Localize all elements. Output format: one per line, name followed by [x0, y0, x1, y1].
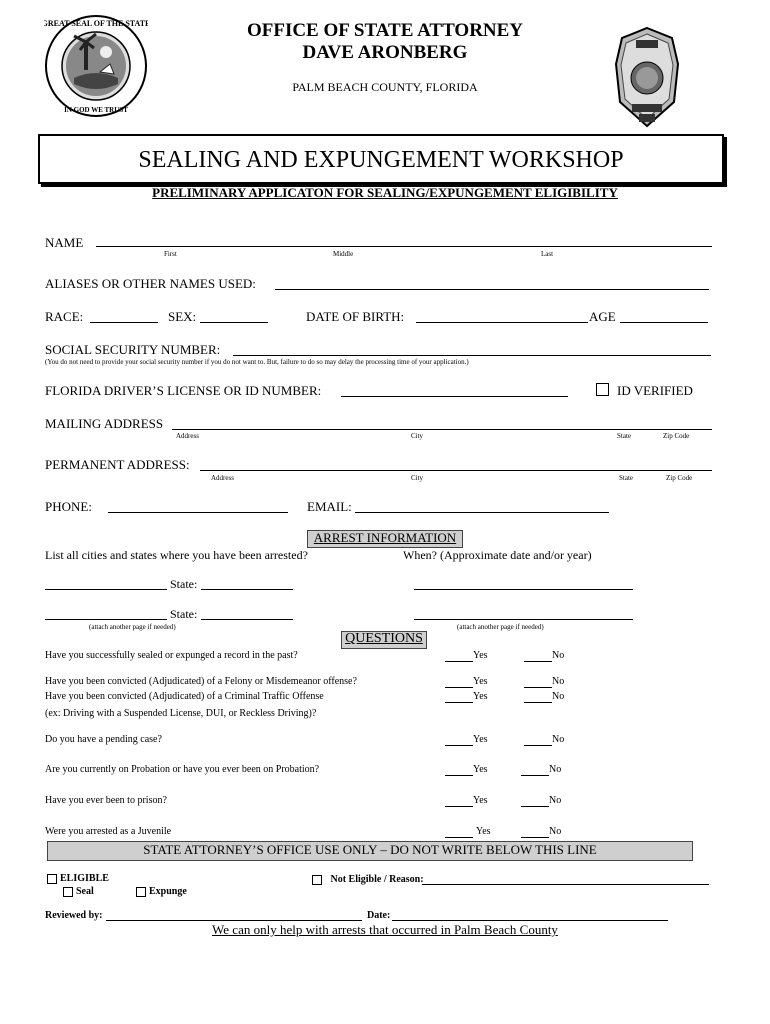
question-6: Have you ever been to prison?	[45, 795, 167, 806]
arrest-state-label-2: State:	[170, 607, 198, 621]
id-verified-label: ID VERIFIED	[617, 383, 693, 398]
mailing-zip-caption: Zip Code	[663, 432, 690, 440]
svg-text:IN GOD WE TRUST: IN GOD WE TRUST	[64, 106, 128, 114]
arrest-heading: ARREST INFORMATION	[313, 530, 457, 545]
question-4: Do you have a pending case?	[45, 734, 162, 745]
permanent-zip-caption: Zip Code	[666, 474, 693, 482]
seal-checkbox[interactable]	[63, 887, 73, 897]
reviewed-by-label: Reviewed by:	[45, 910, 103, 921]
q2-no-blank[interactable]	[524, 687, 552, 688]
q2-yes-label: Yes	[473, 676, 488, 687]
attorney-name: DAVE ARONBERG	[302, 42, 468, 63]
not-eligible-checkbox[interactable]	[312, 875, 322, 885]
ssn-field[interactable]	[233, 355, 711, 356]
question-2: Have you been convicted (Adjudicated) of a Felony or Misdemeanor offense?	[45, 676, 357, 687]
phone-field[interactable]	[108, 512, 288, 513]
q3-no-label: No	[552, 691, 565, 702]
arrest-when-prompt: When? (Approximate date and/or year)	[403, 548, 592, 562]
q3-no-blank[interactable]	[524, 702, 552, 703]
q5-no-label: No	[549, 764, 562, 775]
phone-label: PHONE:	[45, 499, 92, 514]
state-attorney-badge	[612, 26, 682, 130]
expunge-label: Expunge	[149, 886, 187, 897]
arrest-city-field-2[interactable]	[45, 619, 167, 620]
q1-no-label: No	[552, 650, 565, 661]
q5-yes-label: Yes	[473, 764, 488, 775]
not-eligible-reason-field[interactable]	[422, 884, 709, 885]
q6-no-label: No	[549, 795, 562, 806]
q7-yes-blank[interactable]	[445, 837, 473, 838]
middle-caption: Middle	[333, 250, 354, 258]
question-3-example: (ex: Driving with a Suspended License, DUI, or Reckless Driving)?	[45, 708, 317, 719]
date-label: Date:	[367, 910, 391, 921]
name-field[interactable]	[96, 246, 712, 247]
office-title: OFFICE OF STATE ATTORNEY	[246, 20, 524, 41]
county-line: PALM BEACH COUNTY, FLORIDA	[292, 80, 478, 94]
aliases-field[interactable]	[275, 289, 709, 290]
svg-text:GREAT SEAL OF THE STATE: GREAT SEAL OF THE STATE	[44, 19, 148, 28]
q2-yes-blank[interactable]	[445, 687, 473, 688]
not-eligible-option[interactable]	[312, 874, 424, 885]
expunge-option[interactable]	[136, 886, 187, 897]
arrest-state-field-2[interactable]	[201, 619, 293, 620]
permanent-field[interactable]	[200, 470, 712, 471]
q3-yes-blank[interactable]	[445, 702, 473, 703]
seal-option[interactable]	[63, 886, 94, 897]
not-eligible-label: Not Eligible / Reason:	[330, 874, 424, 885]
arrest-when-field-2[interactable]	[414, 619, 633, 620]
q1-no-blank[interactable]	[524, 661, 552, 662]
q7-no-blank[interactable]	[521, 837, 549, 838]
sex-field[interactable]	[200, 322, 268, 323]
permanent-label: PERMANENT ADDRESS:	[45, 457, 190, 472]
q3-yes-label: Yes	[473, 691, 488, 702]
permanent-city-caption: City	[411, 474, 424, 482]
q7-yes-label: Yes	[476, 826, 491, 837]
footer-note: We can only help with arrests that occurred in Palm Beach County	[212, 922, 558, 937]
last-caption: Last	[541, 250, 554, 258]
arrest-cities-prompt: List all cities and states where you have been arrested?	[45, 548, 308, 562]
race-field[interactable]	[90, 322, 158, 323]
arrest-state-field-1[interactable]	[201, 589, 293, 590]
ssn-label: SOCIAL SECURITY NUMBER:	[45, 342, 221, 357]
race-label: RACE:	[45, 309, 84, 324]
reviewed-by-field[interactable]	[106, 920, 362, 921]
q2-no-label: No	[552, 676, 565, 687]
mailing-state-caption: State	[617, 432, 631, 440]
question-1: Have you successfully sealed or expunged a record in the past?	[45, 650, 298, 661]
q1-yes-blank[interactable]	[445, 661, 473, 662]
q6-yes-label: Yes	[473, 795, 488, 806]
q6-no-blank[interactable]	[521, 806, 549, 807]
question-3: Have you been convicted (Adjudicated) of a Criminal Traffic Offense	[45, 691, 324, 702]
arrest-city-field-1[interactable]	[45, 589, 167, 590]
q5-no-blank[interactable]	[521, 775, 549, 776]
expunge-checkbox[interactable]	[136, 887, 146, 897]
eligible-label: ELIGIBLE	[60, 873, 109, 884]
date-field[interactable]	[392, 920, 668, 921]
q7-no-label: No	[549, 826, 562, 837]
workshop-title: SEALING AND EXPUNGEMENT WORKSHOP	[138, 147, 624, 173]
seal-label: Seal	[76, 886, 94, 897]
dl-label: FLORIDA DRIVER’S LICENSE OR ID NUMBER:	[45, 383, 322, 398]
application-subtitle: PRELIMINARY APPLICATON FOR SEALING/EXPUNGEMENT ELIGIBILITY	[152, 185, 618, 200]
mailing-field[interactable]	[172, 429, 712, 430]
question-5: Are you currently on Probation or have you ever been on Probation?	[45, 764, 320, 775]
arrest-attach-note-left: (attach another page if needed)	[89, 623, 176, 631]
workshop-title-box	[38, 134, 724, 184]
email-field[interactable]	[355, 512, 609, 513]
q1-yes-label: Yes	[473, 650, 488, 661]
dob-field[interactable]	[416, 322, 588, 323]
eligible-option[interactable]	[47, 873, 109, 884]
age-field[interactable]	[620, 322, 708, 323]
permanent-state-caption: State	[619, 474, 633, 482]
mailing-address-caption: Address	[176, 432, 199, 440]
first-caption: First	[164, 250, 177, 258]
question-7: Were you arrested as a Juvenile	[45, 826, 172, 837]
q4-no-blank[interactable]	[524, 745, 552, 746]
sex-label: SEX:	[168, 309, 197, 324]
eligible-checkbox[interactable]	[47, 874, 57, 884]
ssn-note: (You do not need to provide your social security number if you do not want to. But, failure to do so may delay the processing time of your application.)	[45, 358, 469, 366]
email-label: EMAIL:	[307, 499, 352, 514]
q4-yes-blank[interactable]	[445, 745, 473, 746]
name-label: NAME	[45, 235, 84, 250]
aliases-label: ALIASES OR OTHER NAMES USED:	[45, 276, 256, 291]
dob-label: DATE OF BIRTH:	[306, 309, 405, 324]
mailing-label: MAILING ADDRESS	[45, 416, 164, 431]
q5-yes-blank[interactable]	[445, 775, 473, 776]
office-use-banner: STATE ATTORNEY’S OFFICE USE ONLY – DO NOT WRITE BELOW THIS LINE	[143, 842, 597, 857]
age-label: AGE	[589, 309, 616, 324]
id-verified-checkbox[interactable]	[596, 383, 609, 396]
mailing-city-caption: City	[411, 432, 424, 440]
q4-yes-label: Yes	[473, 734, 488, 745]
dl-field[interactable]	[341, 396, 568, 397]
q6-yes-blank[interactable]	[445, 806, 473, 807]
q4-no-label: No	[552, 734, 565, 745]
questions-heading: QUESTIONS	[345, 631, 423, 646]
arrest-state-label-1: State:	[170, 577, 198, 591]
permanent-address-caption: Address	[211, 474, 234, 482]
arrest-attach-note-right: (attach another page if needed)	[457, 623, 544, 631]
arrest-when-field-1[interactable]	[414, 589, 633, 590]
